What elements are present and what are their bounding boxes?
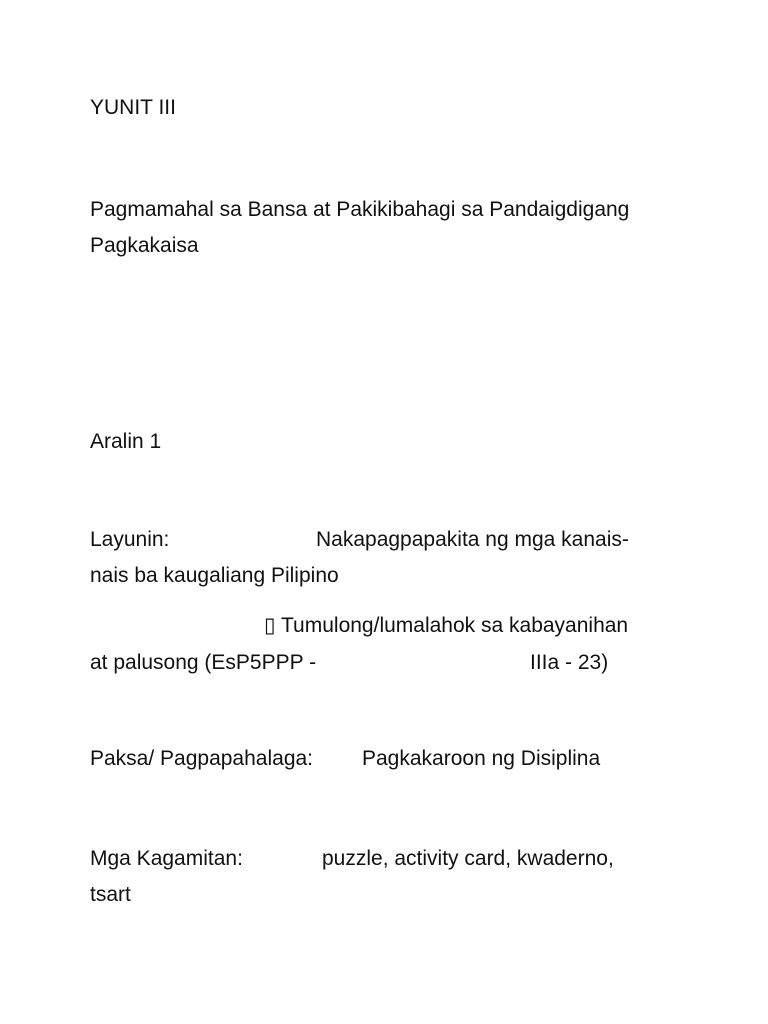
objective-bullet-line-2-start: at palusong (EsP5PPP - <box>90 651 317 674</box>
topic-label: Paksa/ Pagpapahalaga: <box>90 747 314 770</box>
objective-label: Layunin: <box>90 528 170 551</box>
objective-bullet-line-1: ▯ Tumulong/lumalahok sa kabayanihan <box>264 614 629 637</box>
lesson-heading: Aralin 1 <box>90 430 162 453</box>
materials-label: Mga Kagamitan: <box>90 847 243 870</box>
unit-title-line-2: Pagkakaisa <box>90 234 199 257</box>
objective-bullet-line-2-end: IIIa - 23) <box>530 651 609 674</box>
unit-title-line-1: Pagmamahal sa Bansa at Pakikibahagi sa Pandaigdigang <box>90 198 630 221</box>
materials-value-line-2: tsart <box>90 883 131 906</box>
materials-value-line-1: puzzle, activity card, kwaderno, <box>322 847 614 870</box>
topic-value: Pagkakaroon ng Disiplina <box>362 747 601 770</box>
objective-text-line-1: Nakapagpapakita ng mga kanais- <box>316 528 629 551</box>
objective-text-line-2: nais ba kaugaliang Pilipino <box>90 564 339 587</box>
unit-heading: YUNIT III <box>90 96 176 119</box>
